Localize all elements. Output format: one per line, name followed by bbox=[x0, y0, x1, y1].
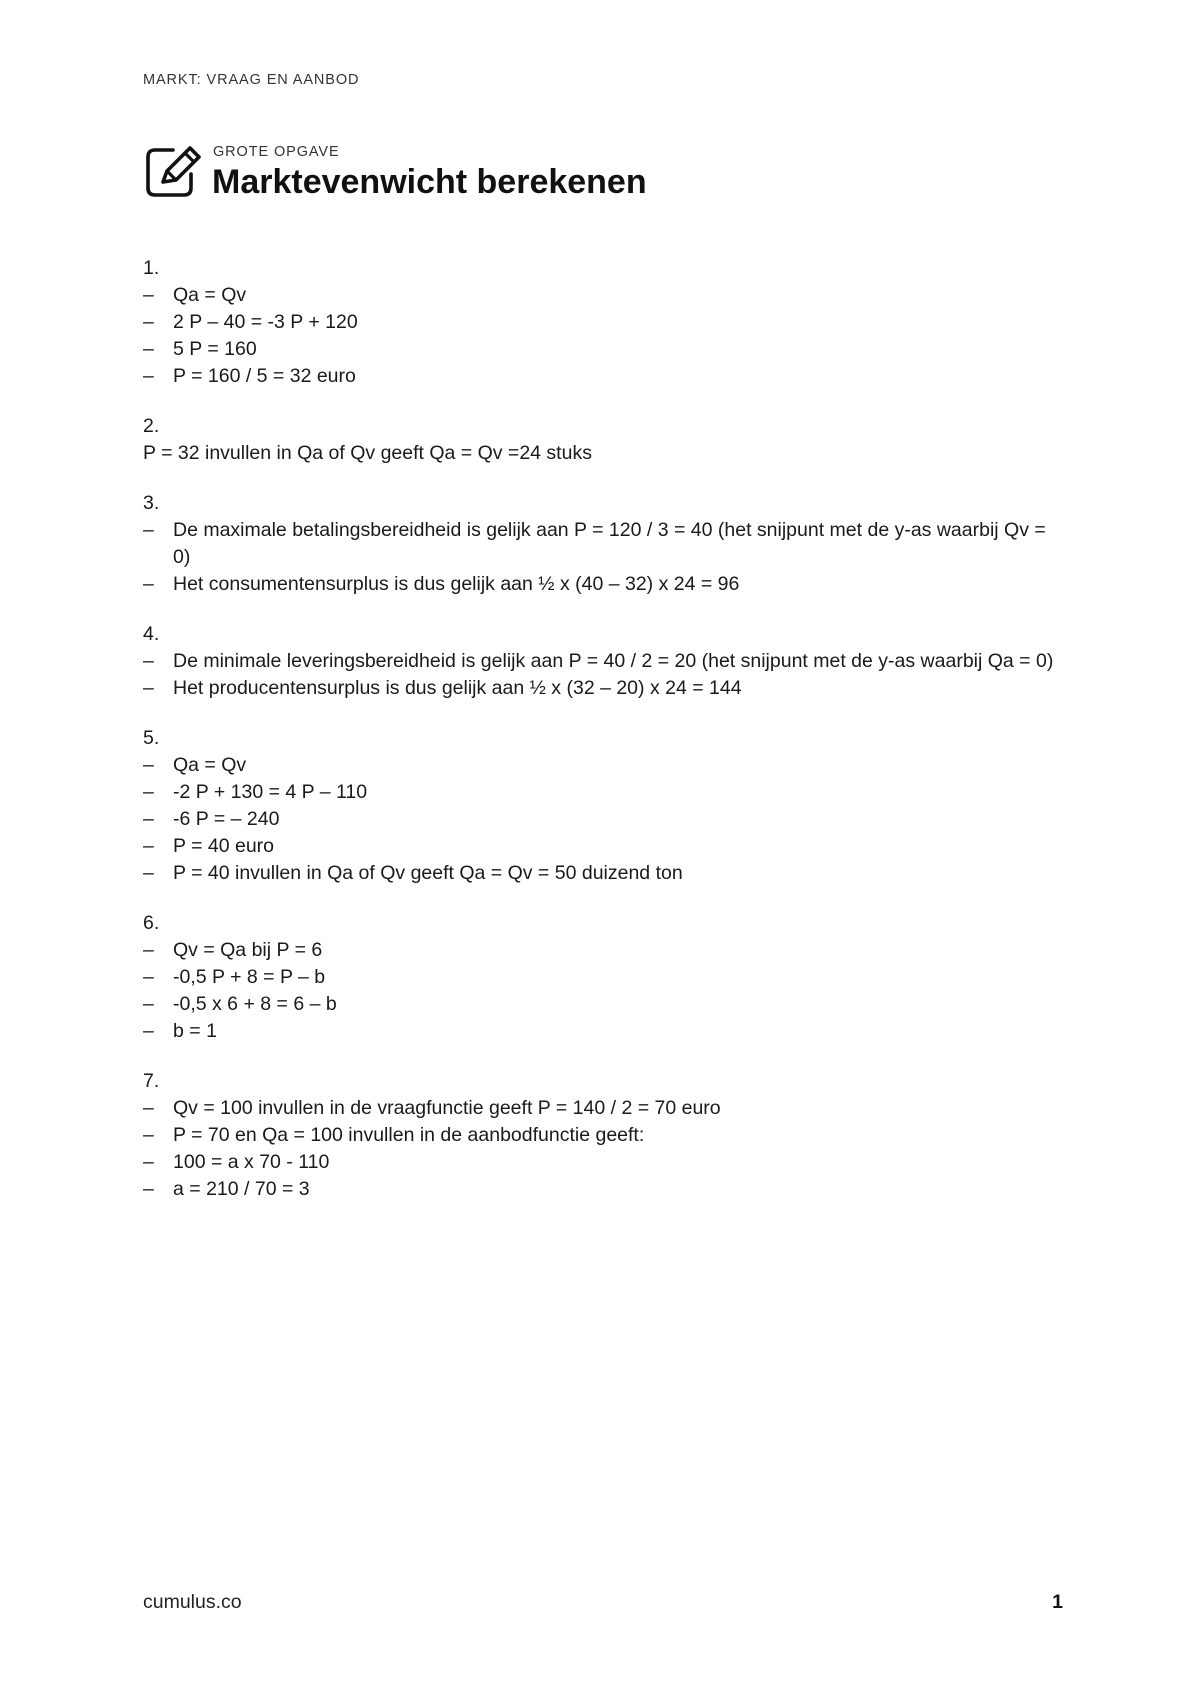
list-item bbox=[143, 309, 1063, 336]
list-item-text: Het producentensurplus is dus gelijk aan ½ x (32 – 20) x 24 = 144 bbox=[173, 677, 742, 699]
list-item-text: Qv = 100 invullen in de vraagfunctie geeft P = 140 / 2 = 70 euro bbox=[173, 1097, 721, 1119]
section-number: 2. bbox=[143, 415, 160, 437]
list-item bbox=[143, 752, 1063, 779]
list-item bbox=[143, 363, 1063, 390]
list-dash: – bbox=[143, 754, 154, 776]
footer-site: cumulus.co bbox=[143, 1591, 242, 1613]
page-number: 1 bbox=[1052, 1591, 1063, 1613]
list-item bbox=[143, 964, 1063, 991]
answer-section-2 bbox=[143, 413, 1063, 467]
answer-section-1 bbox=[143, 255, 1063, 390]
list-item-text: De minimale leveringsbereidheid is gelijk aan P = 40 / 2 = 20 (het snijpunt met de y-as waarbij Qa = 0) bbox=[173, 650, 1054, 672]
list-item bbox=[143, 1149, 1063, 1176]
list-dash: – bbox=[143, 573, 154, 595]
list-dash: – bbox=[143, 1151, 154, 1173]
list-item-text: 2 P – 40 = -3 P + 120 bbox=[173, 311, 358, 333]
running-header: MARKT: VRAAG EN AANBOD bbox=[143, 72, 360, 88]
list-item bbox=[143, 860, 1063, 887]
answer-section-6 bbox=[143, 910, 1063, 1045]
list-dash: – bbox=[143, 993, 154, 1015]
list-item-text: -0,5 x 6 + 8 = 6 – b bbox=[173, 993, 337, 1015]
list-item bbox=[143, 1095, 1063, 1122]
answer-section-7 bbox=[143, 1068, 1063, 1203]
section-number: 7. bbox=[143, 1070, 160, 1092]
list-dash: – bbox=[143, 862, 154, 884]
list-item bbox=[143, 517, 1063, 571]
list-item bbox=[143, 336, 1063, 363]
section-number: 4. bbox=[143, 623, 160, 645]
list-dash: – bbox=[143, 939, 154, 961]
list-item bbox=[143, 1176, 1063, 1203]
title-block bbox=[143, 144, 1043, 204]
list-item bbox=[143, 833, 1063, 860]
list-dash: – bbox=[143, 835, 154, 857]
answer-section-3 bbox=[143, 490, 1063, 598]
list-item bbox=[143, 675, 1063, 702]
answer-section-5 bbox=[143, 725, 1063, 887]
edit-document-icon bbox=[143, 144, 203, 200]
page-title: Marktevenwicht berekenen bbox=[212, 163, 647, 201]
list-dash: – bbox=[143, 1097, 154, 1119]
list-item-text: -0,5 P + 8 = P – b bbox=[173, 966, 326, 988]
list-dash: – bbox=[143, 338, 154, 360]
list-item-text: P = 160 / 5 = 32 euro bbox=[173, 365, 356, 387]
section-number: 3. bbox=[143, 492, 160, 514]
list-item-text: 5 P = 160 bbox=[173, 338, 257, 360]
list-dash: – bbox=[143, 650, 154, 672]
list-dash: – bbox=[143, 284, 154, 306]
list-item-text: 100 = a x 70 - 110 bbox=[173, 1151, 330, 1173]
list-dash: – bbox=[143, 311, 154, 333]
list-item bbox=[143, 806, 1063, 833]
answer-text: P = 32 invullen in Qa of Qv geeft Qa = Qv =24 stuks bbox=[143, 442, 592, 464]
list-item bbox=[143, 937, 1063, 964]
list-item-text: -2 P + 130 = 4 P – 110 bbox=[173, 781, 368, 803]
section-number: 6. bbox=[143, 912, 160, 934]
list-item-text: a = 210 / 70 = 3 bbox=[173, 1178, 310, 1200]
list-dash: – bbox=[143, 1124, 154, 1146]
answer-section-4 bbox=[143, 621, 1063, 702]
list-item-text: b = 1 bbox=[173, 1020, 217, 1042]
list-item-text: Qv = Qa bij P = 6 bbox=[173, 939, 323, 961]
list-dash: – bbox=[143, 781, 154, 803]
list-item bbox=[143, 1018, 1063, 1045]
list-item-text: Qa = Qv bbox=[173, 284, 247, 306]
list-item-text: P = 70 en Qa = 100 invullen in de aanbodfunctie geeft: bbox=[173, 1124, 645, 1146]
list-dash: – bbox=[143, 1178, 154, 1200]
list-dash: – bbox=[143, 365, 154, 387]
list-item-text: Qa = Qv bbox=[173, 754, 247, 776]
section-number: 1. bbox=[143, 257, 160, 279]
list-item-text: Het consumentensurplus is dus gelijk aan ½ x (40 – 32) x 24 = 96 bbox=[173, 573, 740, 595]
list-dash: – bbox=[143, 677, 154, 699]
list-item-text: P = 40 invullen in Qa of Qv geeft Qa = Qv = 50 duizend ton bbox=[173, 862, 683, 884]
answers-content bbox=[143, 255, 1063, 1226]
list-item bbox=[143, 1122, 1063, 1149]
list-item-text: P = 40 euro bbox=[173, 835, 275, 857]
kicker-label: GROTE OPGAVE bbox=[213, 144, 340, 160]
list-dash: – bbox=[143, 1020, 154, 1042]
list-item-text: De maximale betalingsbereidheid is gelijk aan P = 120 / 3 = 40 (het snijpunt met de y-as waarbij Qv = 0) bbox=[173, 519, 1046, 568]
list-dash: – bbox=[143, 519, 154, 541]
list-item bbox=[143, 991, 1063, 1018]
list-item bbox=[143, 779, 1063, 806]
list-item bbox=[143, 282, 1063, 309]
list-dash: – bbox=[143, 808, 154, 830]
list-item bbox=[143, 571, 1063, 598]
list-item bbox=[143, 648, 1063, 675]
list-dash: – bbox=[143, 966, 154, 988]
section-number: 5. bbox=[143, 727, 160, 749]
list-item-text: -6 P = – 240 bbox=[173, 808, 280, 830]
